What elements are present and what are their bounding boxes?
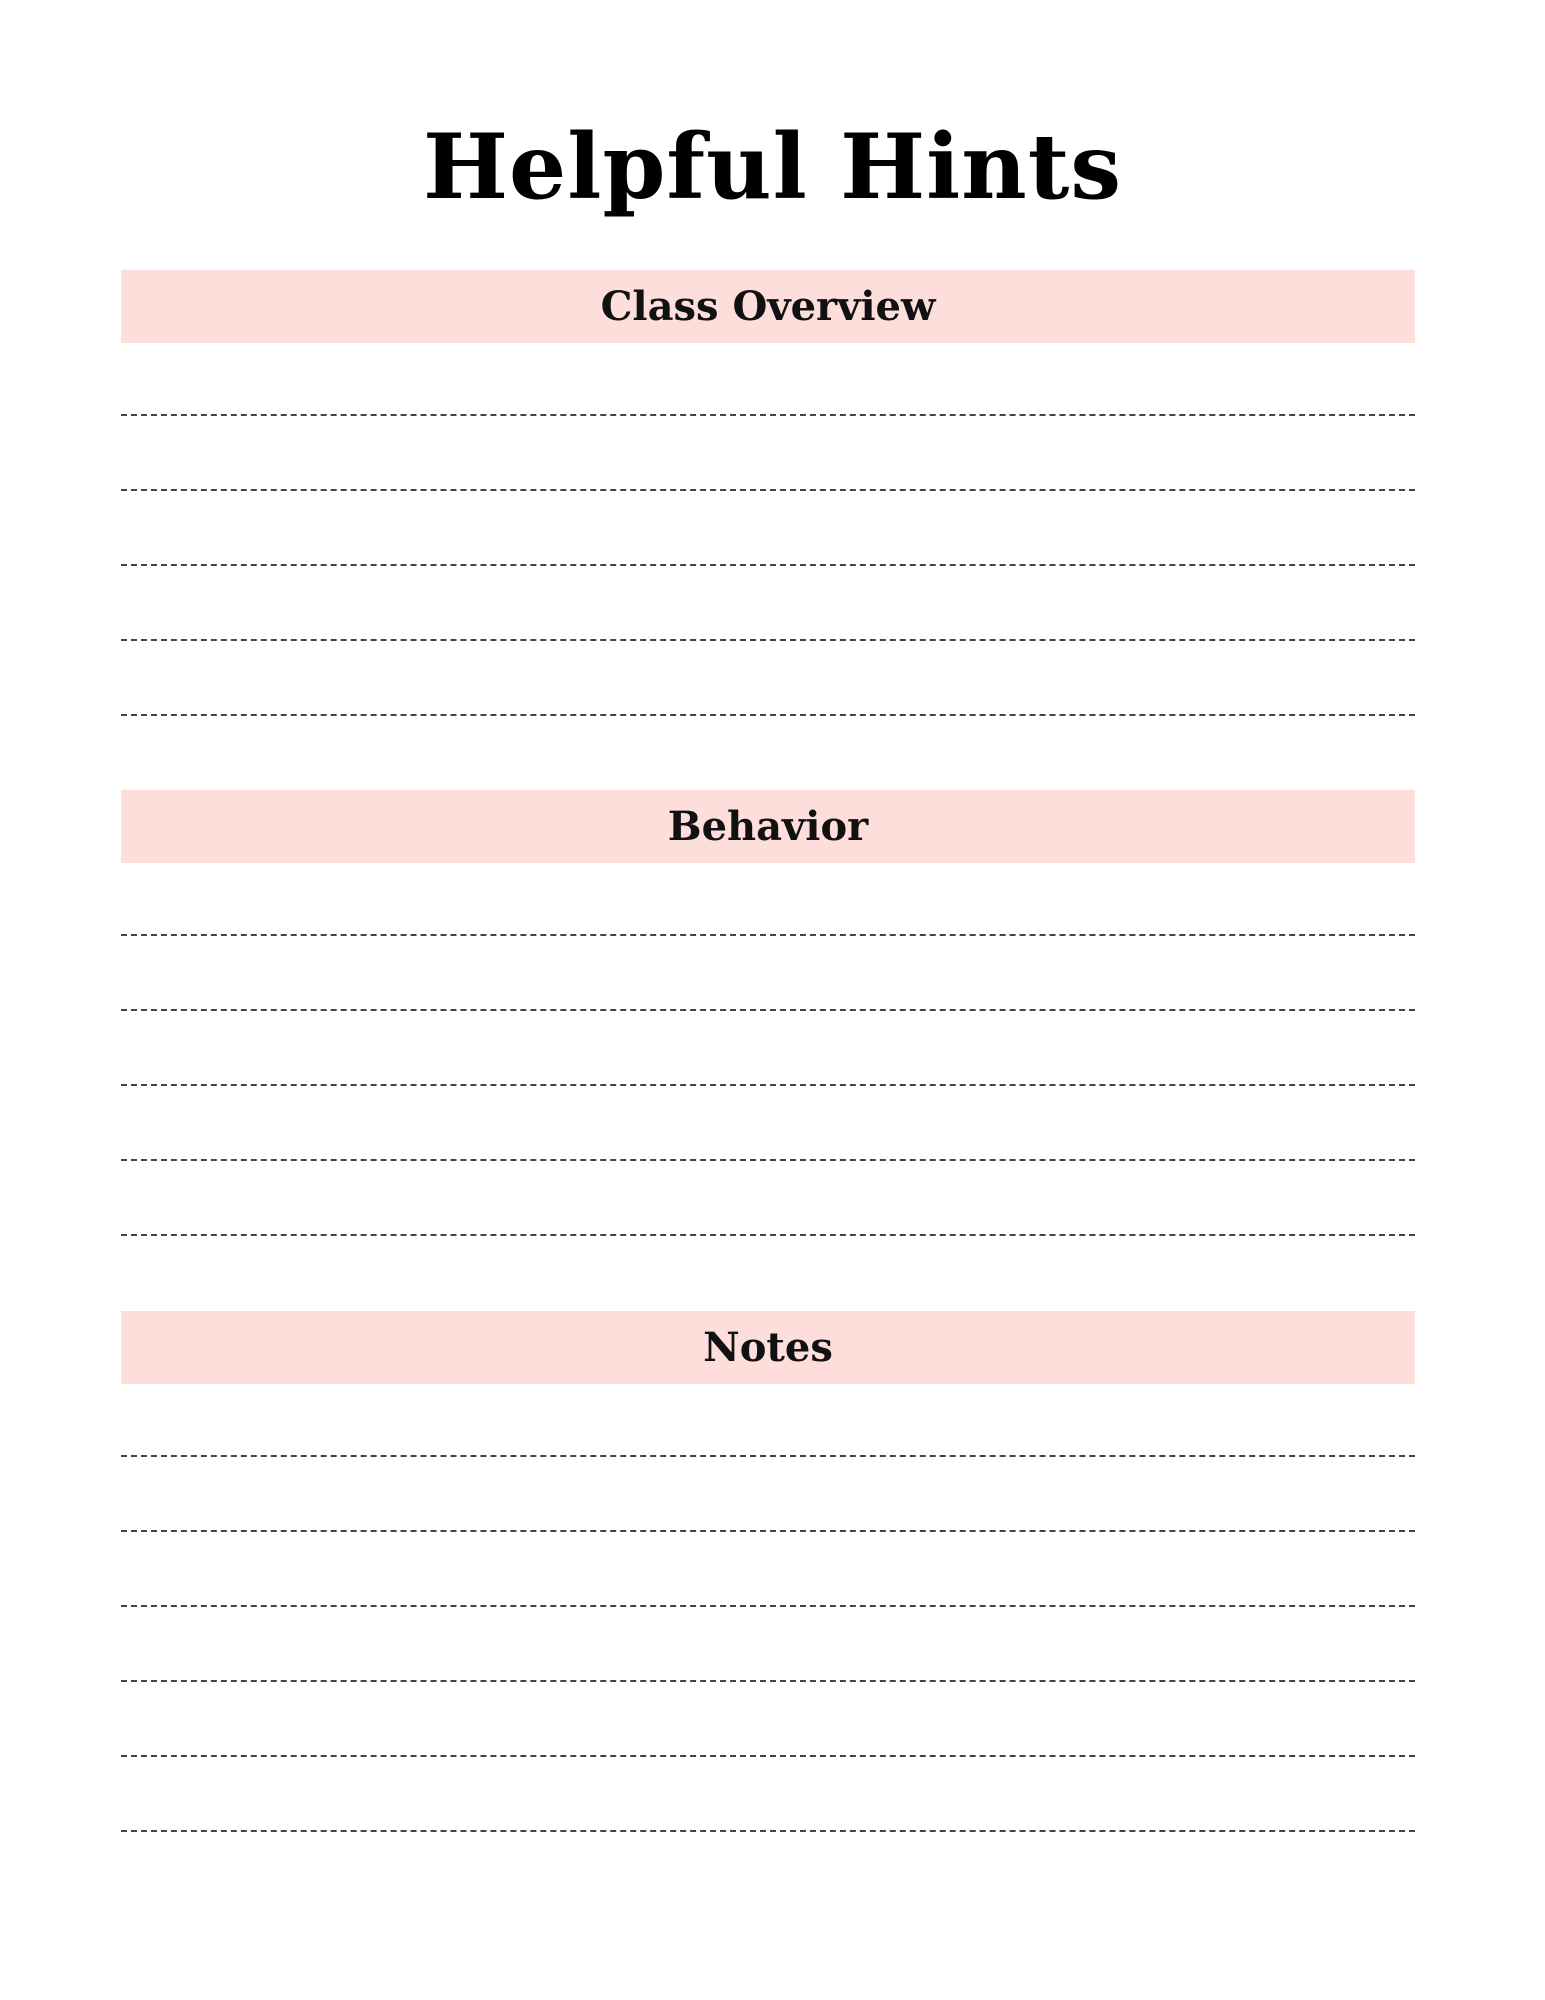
- writing-line-class-overview[interactable]: [121, 714, 1415, 716]
- section-header-class-overview: Class Overview: [121, 270, 1415, 343]
- section-header-behavior: Behavior: [121, 790, 1415, 863]
- writing-line-class-overview[interactable]: [121, 564, 1415, 566]
- writing-line-behavior[interactable]: [121, 1084, 1415, 1086]
- writing-line-class-overview[interactable]: [121, 639, 1415, 641]
- writing-line-notes[interactable]: [121, 1830, 1415, 1832]
- writing-line-behavior[interactable]: [121, 1234, 1415, 1236]
- writing-line-behavior[interactable]: [121, 1009, 1415, 1011]
- writing-line-notes[interactable]: [121, 1680, 1415, 1682]
- writing-line-notes[interactable]: [121, 1605, 1415, 1607]
- writing-line-behavior[interactable]: [121, 1159, 1415, 1161]
- writing-line-notes[interactable]: [121, 1530, 1415, 1532]
- page-title: Helpful Hints: [423, 114, 1122, 220]
- writing-line-behavior[interactable]: [121, 934, 1415, 936]
- section-header-notes: Notes: [121, 1311, 1415, 1384]
- writing-line-class-overview[interactable]: [121, 414, 1415, 416]
- writing-line-notes[interactable]: [121, 1455, 1415, 1457]
- writing-line-notes[interactable]: [121, 1755, 1415, 1757]
- writing-line-class-overview[interactable]: [121, 489, 1415, 491]
